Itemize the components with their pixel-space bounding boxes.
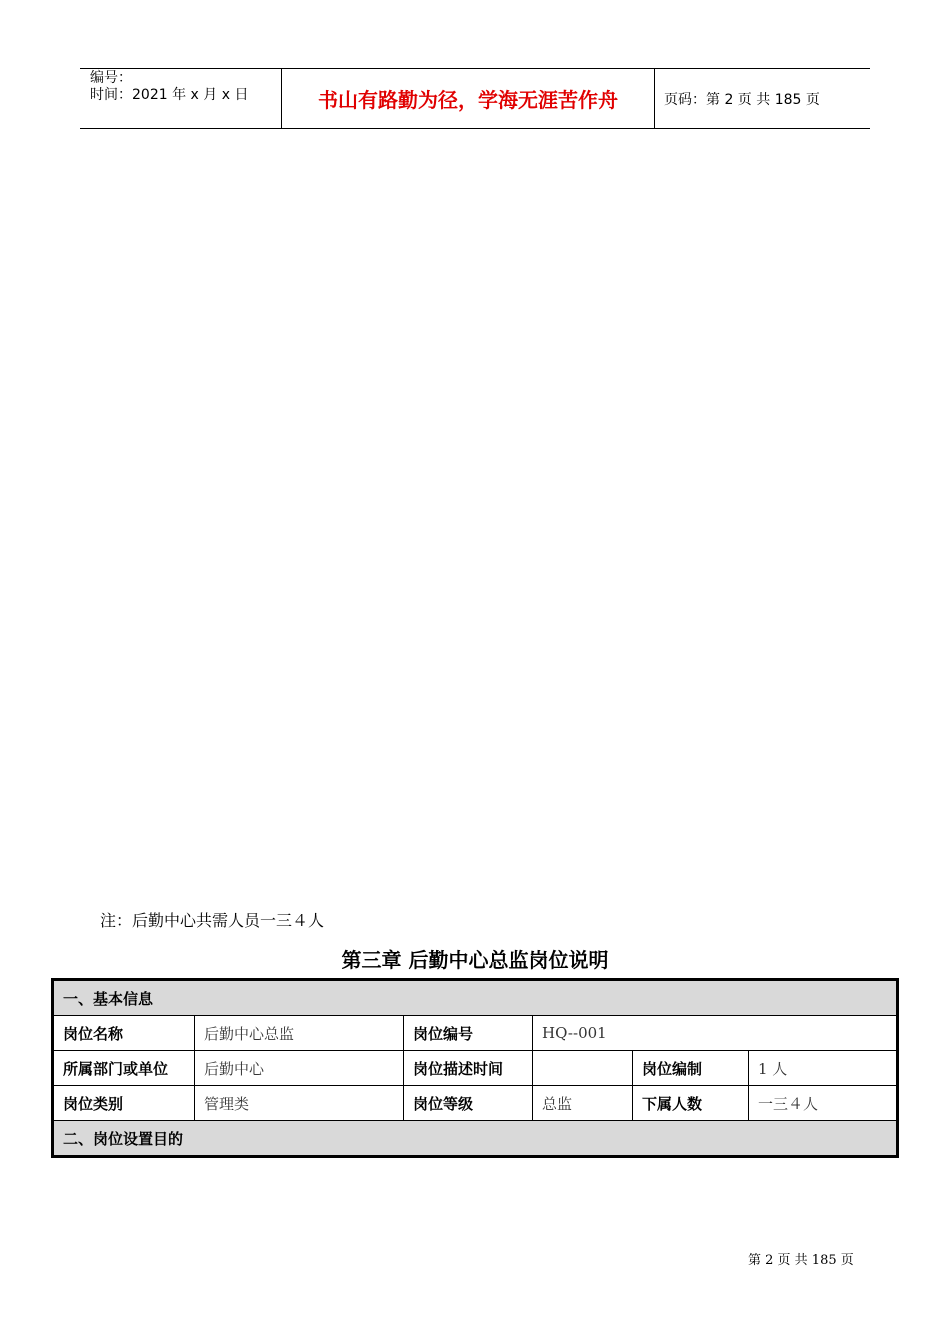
table-row [54,1051,897,1086]
table-row [54,981,897,1016]
cell-label: 岗位名称 [54,1016,195,1051]
cell-label: 岗位编号 [404,1016,533,1051]
table-row [54,1121,897,1156]
cell-value: 总监 [533,1086,633,1121]
cell-label: 下属人数 [633,1086,749,1121]
header-divider-right [654,68,655,129]
cell-value: 后勤中心总监 [195,1016,404,1051]
section-basic-info: 一、基本信息 [54,981,897,1016]
job-info-table [53,980,897,1156]
cell-value [533,1051,633,1086]
staff-note: 注：后勤中心共需人员一三４人 [100,911,325,930]
table-row [54,1016,897,1051]
cell-value: 后勤中心 [195,1051,404,1086]
cell-value: 管理类 [195,1086,404,1121]
header-page-info: 页码：第 2 页 共 185 页 [664,92,820,108]
cell-label: 岗位等级 [404,1086,533,1121]
section-purpose: 二、岗位设置目的 [54,1121,897,1156]
time-label: 时间：2021 年 x 月 x 日 [90,87,249,103]
cell-label: 岗位描述时间 [404,1051,533,1086]
cell-value: 一三４人 [749,1086,897,1121]
header-bottom-rule [80,128,870,129]
page-footer: 第 2 页 共 185 页 [748,1253,854,1268]
table-row [54,1086,897,1121]
cell-label: 所属部门或单位 [54,1051,195,1086]
cell-label: 岗位编制 [633,1051,749,1086]
chapter-title: 第三章 后勤中心总监岗位说明 [341,948,609,972]
cell-label: 岗位类别 [54,1086,195,1121]
number-label: 编号： [90,70,132,86]
header-top-rule [80,68,870,69]
cell-value: HQ--001 [533,1016,897,1051]
header-motto: 书山有路勤为径，学海无涯苦作舟 [318,88,618,112]
header-meta [90,70,248,104]
cell-value: 1 人 [749,1051,897,1086]
